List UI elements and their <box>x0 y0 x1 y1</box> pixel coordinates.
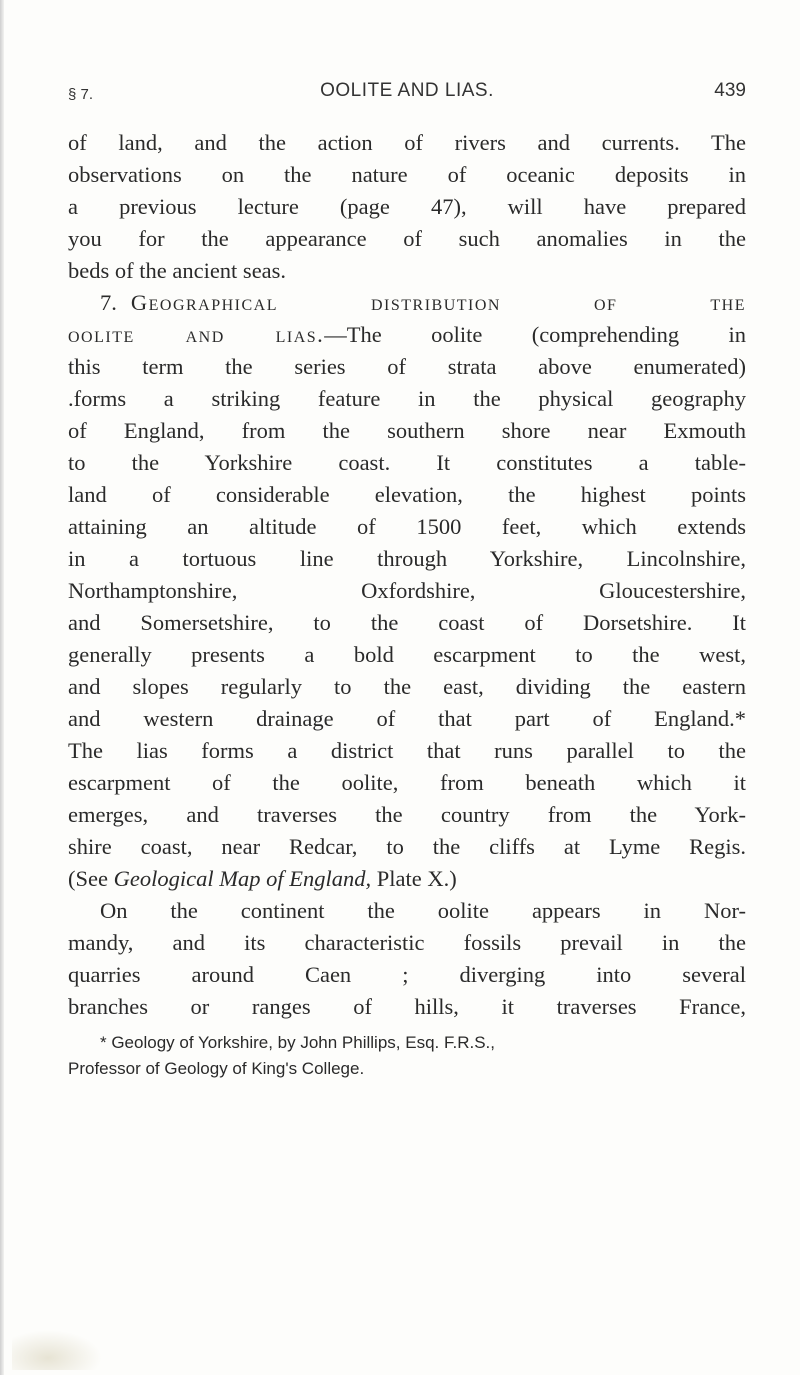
text-line: to the Yorkshire coast. It constitutes a table- <box>68 450 746 475</box>
text-line: and slopes regularly to the east, dividing the eastern <box>68 674 746 699</box>
text-line: observations on the nature of oceanic deposits in <box>68 162 746 187</box>
text-line: quarries around Caen ; diverging into several <box>68 962 746 987</box>
text-line: you for the appearance of such anomalies in the <box>68 226 746 251</box>
text-run: —The oolite (comprehending in <box>324 322 746 347</box>
section-heading-line <box>100 287 746 319</box>
text-run: (See <box>68 866 114 891</box>
text-line: beds of the ancient seas. <box>68 258 287 283</box>
section-heading-continued <box>68 319 746 351</box>
map-title: Geological Map of England, <box>113 866 372 891</box>
text-line: mandy, and its characteristic fossils prevail in the <box>68 930 746 955</box>
text-line: a previous lecture (page 47), will have prepared <box>68 194 746 219</box>
text-run: Plate X.) <box>371 866 457 891</box>
text-line: On the continent the oolite appears in Nor- <box>100 898 746 923</box>
text-line: in a tortuous line through Yorkshire, Lincolnshire, <box>68 546 746 571</box>
running-head <box>68 80 746 110</box>
text-line: and western drainage of that part of England.* <box>68 706 746 731</box>
text-line: of land, and the action of rivers and currents. The <box>68 130 746 155</box>
section-heading: Geographical distribution of the <box>130 290 746 315</box>
section-number: 7. <box>100 290 117 315</box>
text-line: of England, from the southern shore near Exmouth <box>68 418 746 443</box>
text-line: land of considerable elevation, the highest points <box>68 482 746 507</box>
text-line: The lias forms a district that runs parallel to the <box>68 738 746 763</box>
page-number: 439 <box>714 80 746 101</box>
text-line: and Somersetshire, to the coast of Dorsetshire. It <box>68 610 746 635</box>
footnote-line: * Geology of Yorkshire, by John Phillips, Esq. F.R.S., <box>100 1033 495 1052</box>
section-mark: § 7. <box>68 86 94 103</box>
text-line: generally presents a bold escarpment to the west, <box>68 642 746 667</box>
section-heading: oolite and lias. <box>68 322 325 347</box>
map-reference-line <box>68 863 746 895</box>
paper-stain <box>12 1330 102 1370</box>
text-line: Northamptonshire, Oxfordshire, Gloucestershire, <box>68 578 746 603</box>
running-title: OOLITE AND LIAS. <box>320 80 494 101</box>
text-line: attaining an altitude of 1500 feet, which extends <box>68 514 746 539</box>
text-line: shire coast, near Redcar, to the cliffs at Lyme Regis. <box>68 834 746 859</box>
text-line: branches or ranges of hills, it traverses France, <box>68 994 746 1019</box>
text-line: emerges, and traverses the country from the York- <box>68 802 746 827</box>
text-line: escarpment of the oolite, from beneath which it <box>68 770 746 795</box>
page-edge <box>0 0 4 1375</box>
footnote-line: Professor of Geology of King's College. <box>68 1059 365 1078</box>
text-line: this term the series of strata above enumerated) <box>68 354 746 379</box>
text-line: .forms a striking feature in the physical geography <box>68 386 746 411</box>
